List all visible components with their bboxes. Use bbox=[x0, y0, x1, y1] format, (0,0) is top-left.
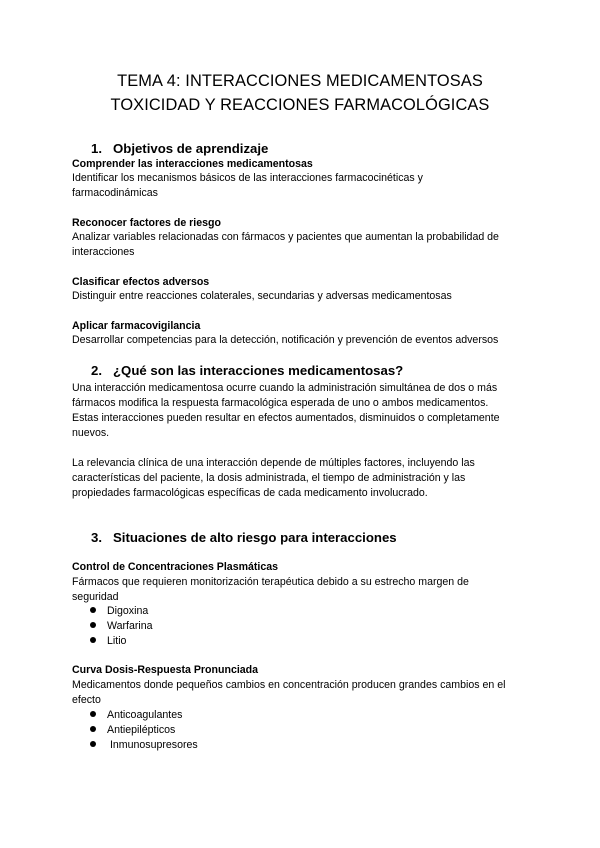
bullet-icon bbox=[90, 711, 96, 717]
objective3-title: Clasificar efectos adversos bbox=[72, 276, 210, 288]
document-title-line1: TEMA 4: INTERACCIONES MEDICAMENTOSAS bbox=[117, 72, 483, 90]
section3-number: 3. bbox=[91, 530, 102, 545]
objective1-title: Comprender las interacciones medicamentosas bbox=[72, 158, 313, 170]
list-item: Warfarina bbox=[90, 619, 153, 634]
list-item: Anticoagulantes bbox=[90, 708, 182, 723]
section2-para1-line3: Estas interacciones pueden resultar en efectos aumentados, disminuidos o completamente bbox=[72, 412, 500, 424]
list-item: Litio bbox=[90, 634, 126, 649]
section2-para2-line3: propiedades farmacológicas específicas de cada medicamento involucrado. bbox=[72, 487, 428, 499]
risk-group2-title: Curva Dosis-Respuesta Pronunciada bbox=[72, 664, 259, 676]
risk-group1-title: Control de Concentraciones Plasmáticas bbox=[72, 561, 279, 573]
document-title-line2: TOXICIDAD Y REACCIONES FARMACOLÓGICAS bbox=[110, 96, 490, 114]
section1-heading bbox=[91, 140, 268, 157]
bullet-icon bbox=[90, 607, 96, 613]
objective1-text-line1: Identificar los mecanismos básicos de las interacciones farmacocinéticas y bbox=[72, 172, 423, 184]
section2-heading-text: ¿Qué son las interacciones medicamentosas? bbox=[113, 363, 404, 378]
bullet-icon bbox=[90, 637, 96, 643]
objective2-title: Reconocer factores de riesgo bbox=[72, 217, 221, 229]
risk-group1-text-line1: Fármacos que requieren monitorización terapéutica debido a su estrecho margen de bbox=[72, 576, 469, 588]
section3-heading bbox=[91, 529, 397, 546]
list-item: Antiepilépticos bbox=[90, 723, 175, 738]
list-item: Digoxina bbox=[90, 604, 148, 619]
bullet-icon bbox=[90, 726, 96, 732]
section2-para1-line2: fármacos modifica la respuesta farmacológica esperada de uno o ambos medicamentos. bbox=[72, 397, 489, 409]
section2-heading bbox=[91, 362, 403, 379]
list-item: Inmunosupresores bbox=[90, 738, 198, 753]
objective1-text-line2: farmacodinámicas bbox=[72, 187, 158, 199]
section2-para1-line1: Una interacción medicamentosa ocurre cuando la administración simultánea de dos o más bbox=[72, 382, 498, 394]
objective2-text-line2: interacciones bbox=[72, 246, 135, 258]
bullet-icon bbox=[90, 622, 96, 628]
section3-heading-text: Situaciones de alto riesgo para interacciones bbox=[113, 530, 397, 545]
objective4-title: Aplicar farmacovigilancia bbox=[72, 320, 201, 332]
objective4-text-line1: Desarrollar competencias para la detección, notificación y prevención de eventos adversos bbox=[72, 334, 499, 346]
risk-group2-text-line1: Medicamentos donde pequeños cambios en concentración producen grandes cambios en el bbox=[72, 679, 506, 691]
objective3-text-line1: Distinguir entre reacciones colaterales, secundarias y adversas medicamentosas bbox=[72, 290, 452, 302]
section2-number: 2. bbox=[91, 363, 102, 378]
section2-para1-line4: nuevos. bbox=[72, 427, 110, 439]
risk-group1-text-line2: seguridad bbox=[72, 591, 119, 603]
risk-group2-text-line2: efecto bbox=[72, 694, 101, 706]
section2-para2-line2: características del paciente, la dosis administrada, el tiempo de administración y las bbox=[72, 472, 466, 484]
bullet-icon bbox=[90, 741, 96, 747]
section1-heading-text: Objetivos de aprendizaje bbox=[113, 141, 269, 156]
section1-number: 1. bbox=[91, 141, 102, 156]
objective2-text-line1: Analizar variables relacionadas con fármacos y pacientes que aumentan la probabilidad de bbox=[72, 231, 499, 243]
section2-para2-line1: La relevancia clínica de una interacción depende de múltiples factores, incluyendo las bbox=[72, 457, 475, 469]
